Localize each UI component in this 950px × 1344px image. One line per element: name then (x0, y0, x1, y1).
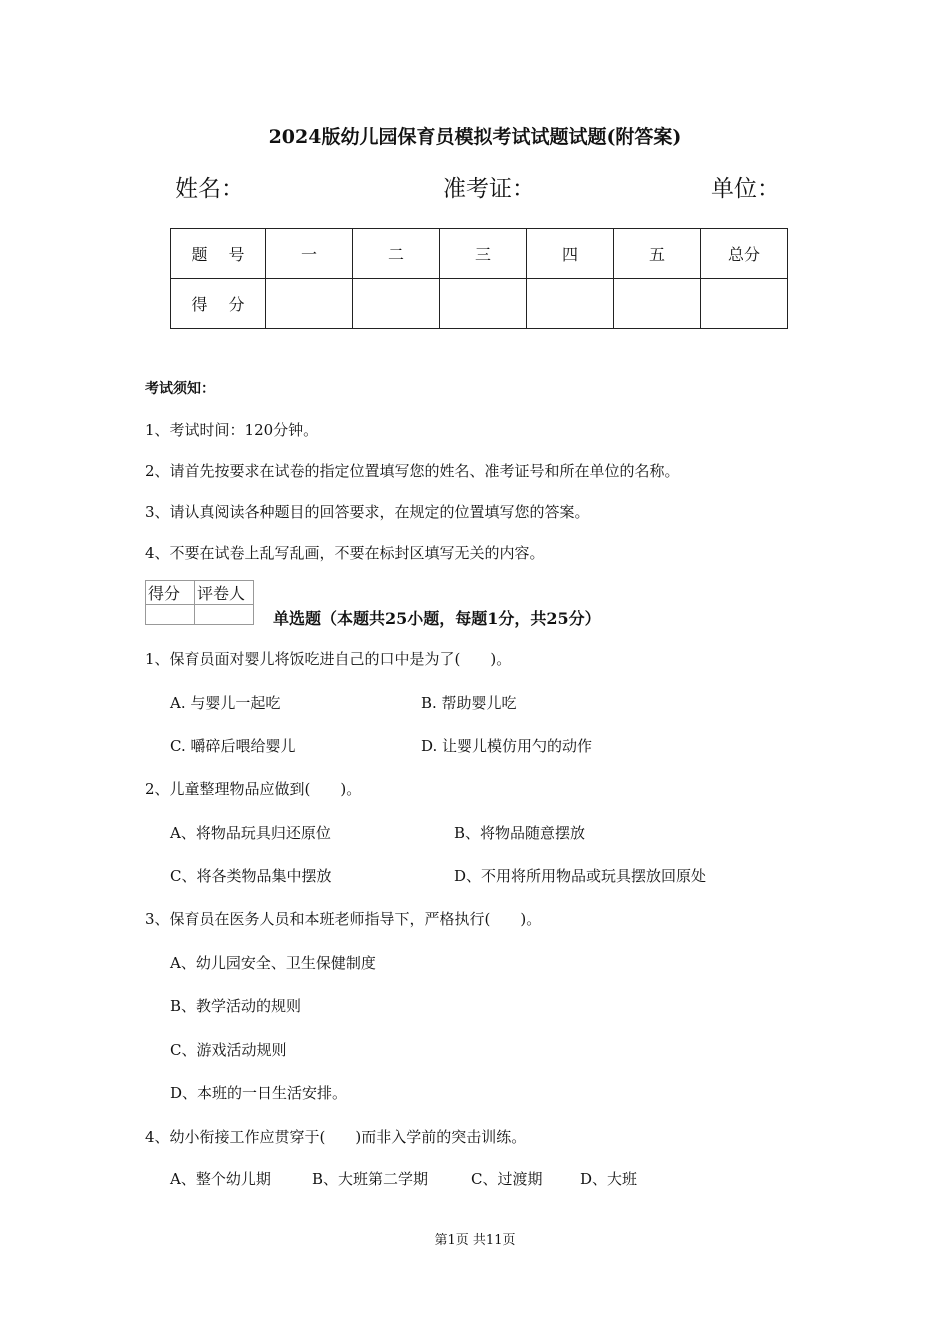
score-header-cell: 一 (266, 229, 353, 279)
grader-box (145, 580, 254, 625)
question-option: C、游戏活动规则 (170, 1041, 287, 1059)
question-option: D. 让婴儿模仿用勺的动作 (421, 737, 593, 755)
question-option: D、本班的一日生活安排。 (170, 1084, 348, 1102)
question-option: A、整个幼儿期 (170, 1170, 271, 1188)
score-cell[interactable] (440, 279, 527, 329)
question-option: B. 帮助婴儿吃 (421, 694, 517, 712)
grader-name-cell[interactable] (195, 605, 254, 625)
question-option: C. 嚼碎后喂给婴儿 (170, 737, 296, 755)
score-header-cell: 三 (440, 229, 527, 279)
score-cell[interactable] (527, 279, 614, 329)
exam-id-field-label: 准考证： (443, 176, 535, 202)
grader-score-label: 得分 (146, 581, 195, 605)
score-row-label: 得 分 (171, 279, 266, 329)
score-header-cell: 总分 (701, 229, 788, 279)
question-option: D、不用将所用物品或玩具摆放回原处 (454, 867, 707, 885)
score-table-header-row (171, 229, 788, 279)
question-option: A、将物品玩具归还原位 (170, 824, 331, 842)
score-header-cell: 题 号 (171, 229, 266, 279)
question-option: A、幼儿园安全、卫生保健制度 (170, 954, 376, 972)
score-cell[interactable] (353, 279, 440, 329)
unit-field-label: 单位： (711, 176, 780, 202)
question-stem: 2、儿童整理物品应做到( )。 (145, 780, 362, 798)
question-stem: 1、保育员面对婴儿将饭吃进自己的口中是为了( )。 (145, 650, 512, 668)
question-option: D、大班 (580, 1170, 638, 1188)
grader-score-cell[interactable] (146, 605, 195, 625)
question-option: B、将物品随意摆放 (454, 824, 586, 842)
score-header-cell: 二 (353, 229, 440, 279)
section-title: 单选题（本题共25小题，每题1分，共25分） (273, 609, 601, 628)
grader-name-label: 评卷人 (195, 581, 254, 605)
question-stem: 4、幼小衔接工作应贯穿于( )而非入学前的突击训练。 (145, 1128, 527, 1146)
notice-item: 3、请认真阅读各种题目的回答要求，在规定的位置填写您的答案。 (145, 503, 590, 521)
notice-item: 1、考试时间：120分钟。 (145, 421, 319, 439)
question-option: C、过渡期 (471, 1170, 543, 1188)
question-option: C、将各类物品集中摆放 (170, 867, 332, 885)
score-cell[interactable] (701, 279, 788, 329)
score-table (170, 228, 788, 329)
notice-item: 4、不要在试卷上乱写乱画，不要在标封区填写无关的内容。 (145, 544, 545, 562)
page-footer: 第1页 共11页 (434, 1233, 516, 1248)
score-table-score-row (171, 279, 788, 329)
name-field-label: 姓名： (175, 176, 244, 202)
question-option: A. 与婴儿一起吃 (170, 694, 281, 712)
question-option: B、教学活动的规则 (170, 997, 302, 1015)
score-header-cell: 五 (614, 229, 701, 279)
question-stem: 3、保育员在医务人员和本班老师指导下，严格执行( )。 (145, 910, 542, 928)
score-header-cell: 四 (527, 229, 614, 279)
notice-item: 2、请首先按要求在试卷的指定位置填写您的姓名、准考证号和所在单位的名称。 (145, 462, 680, 480)
score-cell[interactable] (266, 279, 353, 329)
notice-title: 考试须知： (145, 381, 215, 397)
question-option: B、大班第二学期 (312, 1170, 429, 1188)
page-title: 2024版幼儿园保育员模拟考试试题试题(附答案) (268, 126, 682, 148)
score-cell[interactable] (614, 279, 701, 329)
